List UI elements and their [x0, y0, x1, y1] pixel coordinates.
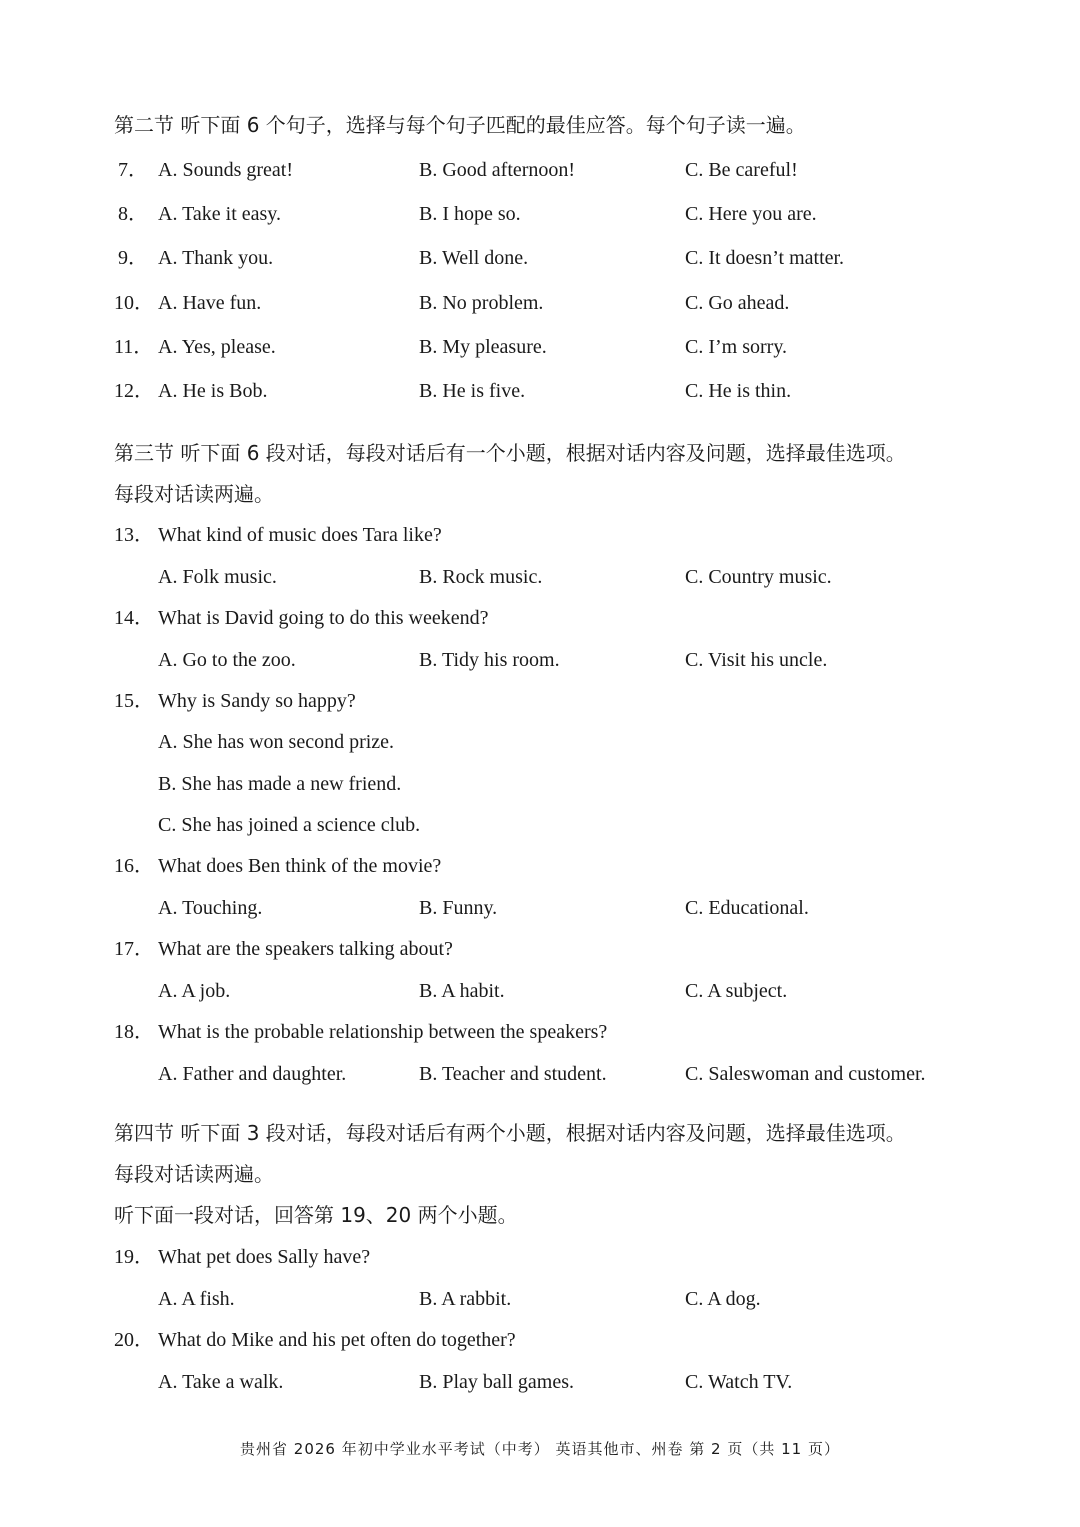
option-b: B. Funny.: [419, 897, 498, 919]
question-number: 19．: [114, 1246, 154, 1268]
question-number: 15．: [114, 690, 154, 712]
question-text: What does Ben think of the movie?: [158, 855, 442, 877]
section-4-instruction: 每段对话读两遍。: [114, 1162, 274, 1186]
option-a: A. Touching.: [158, 897, 263, 919]
section-2-heading: 第二节 听下面 6 个句子，选择与每个句子匹配的最佳应答。每个句子读一遍。: [114, 113, 806, 137]
option-a: A. Folk music.: [158, 566, 277, 588]
option-a: A. Yes, please.: [158, 336, 276, 358]
option-c: C. He is thin.: [685, 380, 792, 402]
item-number: 12．: [114, 380, 154, 402]
option-a: A. He is Bob.: [158, 380, 268, 402]
option-c: C. A subject.: [685, 980, 788, 1002]
option-b: B. Play ball games.: [419, 1371, 574, 1393]
section-4-heading: 第四节 听下面 3 段对话，每段对话后有两个小题，根据对话内容及问题，选择最佳选项。: [114, 1121, 906, 1145]
option-a: A. A fish.: [158, 1288, 235, 1310]
option-a: A. Sounds great!: [158, 159, 293, 181]
option-a: A. She has won second prize.: [158, 731, 395, 753]
question-text: What pet does Sally have?: [158, 1246, 371, 1268]
item-number: 10．: [114, 292, 154, 314]
option-b: B. He is five.: [419, 380, 526, 402]
question-number: 18．: [114, 1021, 154, 1043]
page-footer: 贵州省 2026 年初中学业水平考试（中考） 英语其他市、州卷 第 2 页（共 11 页）: [240, 1440, 840, 1458]
question-number: 14．: [114, 607, 154, 629]
option-b: B. Rock music.: [419, 566, 543, 588]
option-b: B. A rabbit.: [419, 1288, 512, 1310]
question-number: 20．: [114, 1329, 154, 1351]
option-a: A. Go to the zoo.: [158, 649, 296, 671]
option-c: C. Be careful!: [685, 159, 798, 181]
option-a: A. Thank you.: [158, 247, 274, 269]
option-c: C. Country music.: [685, 566, 832, 588]
option-b: B. A habit.: [419, 980, 505, 1002]
question-number: 13．: [114, 524, 154, 546]
option-b: B. Good afternoon!: [419, 159, 576, 181]
question-text: What kind of music does Tara like?: [158, 524, 442, 546]
question-text: What are the speakers talking about?: [158, 938, 453, 960]
option-c: C. I’m sorry.: [685, 336, 788, 358]
section-4-subheading: 听下面一段对话，回答第 19、20 两个小题。: [114, 1203, 518, 1227]
option-c: C. She has joined a science club.: [158, 814, 421, 836]
question-text: Why is Sandy so happy?: [158, 690, 356, 712]
option-a: A. Have fun.: [158, 292, 262, 314]
option-c: C. A dog.: [685, 1288, 761, 1310]
question-text: What is the probable relationship between the speakers?: [158, 1021, 608, 1043]
item-number: 11．: [114, 336, 154, 358]
section-3-heading: 第三节 听下面 6 段对话，每段对话后有一个小题，根据对话内容及问题，选择最佳选项。: [114, 441, 906, 465]
option-b: B. No problem.: [419, 292, 544, 314]
question-text: What is David going to do this weekend?: [158, 607, 489, 629]
option-a: A. Father and daughter.: [158, 1063, 347, 1085]
option-c: C. Educational.: [685, 897, 809, 919]
option-c: C. Here you are.: [685, 203, 817, 225]
option-a: A. Take it easy.: [158, 203, 282, 225]
option-b: B. I hope so.: [419, 203, 521, 225]
option-b: B. Teacher and student.: [419, 1063, 607, 1085]
option-a: A. Take a walk.: [158, 1371, 284, 1393]
option-c: C. Visit his uncle.: [685, 649, 828, 671]
option-b: B. My pleasure.: [419, 336, 547, 358]
item-number: 7．: [118, 159, 148, 181]
question-number: 16．: [114, 855, 154, 877]
option-b: B. She has made a new friend.: [158, 773, 402, 795]
option-c: C. Watch TV.: [685, 1371, 793, 1393]
section-3-instruction: 每段对话读两遍。: [114, 482, 274, 506]
item-number: 8．: [118, 203, 148, 225]
option-b: B. Tidy his room.: [419, 649, 560, 671]
item-number: 9．: [118, 247, 148, 269]
question-text: What do Mike and his pet often do together?: [158, 1329, 516, 1351]
question-number: 17．: [114, 938, 154, 960]
option-a: A. A job.: [158, 980, 231, 1002]
option-c: C. Saleswoman and customer.: [685, 1063, 926, 1085]
option-b: B. Well done.: [419, 247, 529, 269]
option-c: C. It doesn’t matter.: [685, 247, 845, 269]
option-c: C. Go ahead.: [685, 292, 790, 314]
